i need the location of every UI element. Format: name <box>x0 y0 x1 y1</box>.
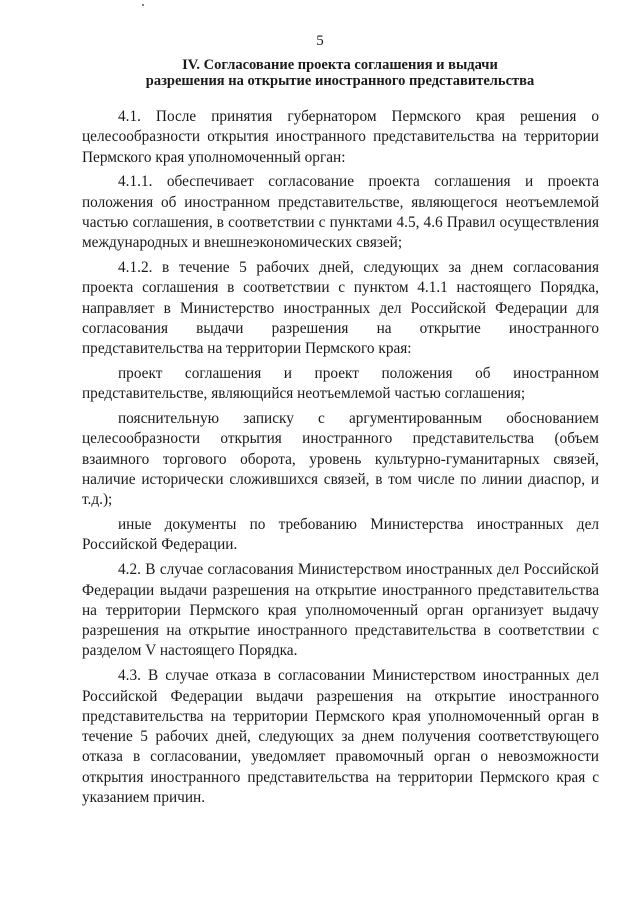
paragraph-4-1-1: 4.1.1. обеспечивает согласование проекта соглашения и проекта положения об иностранном представительстве, являющегося неотъемлемой частью соглашения, в соответствии с пунктами 4.5, 4.6 Правил осуществления международных и внешнеэкономических связей; <box>82 173 599 252</box>
scan-mark <box>142 4 144 6</box>
section-heading <box>60 57 620 89</box>
document-body <box>82 107 599 813</box>
paragraph-4-3: 4.3. В случае отказа в согласовании Министерством иностранных дел Российской Федерации выдачи разрешения на открытие иностранного представительства на территории Пермского края уполномоченный орган в течение 5 рабочих дней, следующих за днем получения соответствующего отказа в согласовании, уведомляет правомочный орган о невозможности открытия иностранного представительства на территории Пермского края с указанием причин. <box>82 667 599 806</box>
page-number: 5 <box>316 33 324 49</box>
list-item-other-documents: иные документы по требованию Министерства иностранных дел Российской Федерации. <box>82 516 599 554</box>
paragraph-4-2: 4.2. В случае согласования Министерством иностранных дел Российской Федерации выдачи разрешения на открытие иностранного представительства на территории Пермского края уполномоченный орган организует выдачу разрешения на открытие иностранного представительства в соответствии с разделом V настоящего Порядка. <box>82 561 599 660</box>
paragraph-4-1: 4.1. После принятия губернатором Пермского края решения о целесообразности открытия иностранного представительства на территории Пермского края уполномоченный орган: <box>82 108 599 166</box>
paragraph-4-1-2: 4.1.2. в течение 5 рабочих дней, следующих за днем согласования проекта соглашения в соответствии с пунктом 4.1.1 настоящего Порядка, направляет в Министерство иностранных дел Российской Федерации для согласования выдачи разрешения на открытие иностранного представительства на территории Пермского края: <box>82 259 599 358</box>
list-item-explanatory-note: пояснительную записку с аргументированным обоснованием целесообразности открытия иностранного представительства (объем взаимного торгового оборота, уровень культурно-гуманитарных связей, наличие исторически сложившихся связей, в том числе по линии диаспор, и т.д.); <box>82 410 599 509</box>
section-heading-line-1: IV. Согласование проекта соглашения и выдачи <box>182 57 498 73</box>
section-heading-line-2: разрешения на открытие иностранного представительства <box>145 73 535 89</box>
list-item-draft-agreement: проект соглашения и проект положения об иностранном представительстве, являющийся неотъемлемой частью соглашения; <box>82 365 599 403</box>
